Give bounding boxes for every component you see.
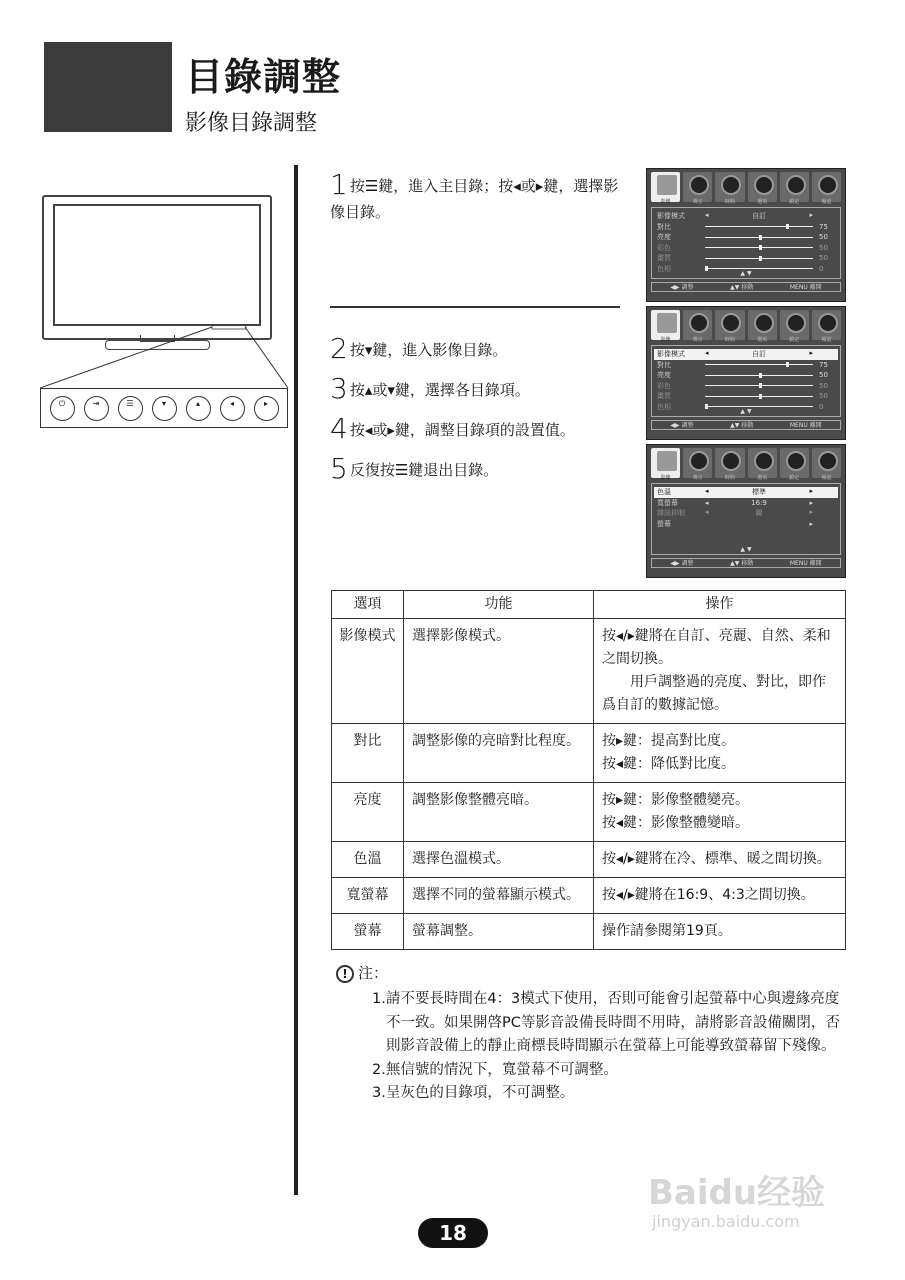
- osd-slider-thumb: [759, 235, 762, 240]
- left-arrow-icon: ◂: [705, 487, 709, 496]
- osd-tab-label: 時間: [724, 337, 735, 343]
- osd-option-value: 16:9: [751, 498, 767, 507]
- osd-footer-hint: MENU 離開: [789, 284, 822, 291]
- note-item: 3.呈灰色的目錄項，不可調整。: [372, 1085, 575, 1101]
- osd-footer-hint: ◀▶ 調整: [670, 560, 694, 567]
- function-cell: 選擇影像模式。: [404, 619, 594, 724]
- osd-option: [705, 487, 835, 497]
- tv-key-button: ☰: [118, 396, 143, 421]
- osd-footer-hint: MENU 離開: [789, 560, 822, 567]
- page-title: 目錄調整: [185, 55, 342, 99]
- note-heading: [336, 962, 388, 983]
- osd-row-label: 亮度: [657, 371, 671, 380]
- osd-row: [654, 243, 838, 254]
- operation-cell: 按◂/▸鍵將在16:9、4:3之間切換。: [594, 878, 846, 914]
- osd-footer: [651, 282, 841, 292]
- osd-tab-label: 影像: [660, 199, 671, 205]
- osd-tab-icon: [818, 313, 838, 333]
- right-arrow-icon: ▸: [809, 519, 813, 528]
- osd-tab: [715, 448, 744, 481]
- tv-key-button: ◂: [220, 396, 245, 421]
- osd-tab: [683, 310, 712, 343]
- operation-cell: 按◂/▸鍵將在冷、標準、暖之間切換。: [594, 842, 846, 878]
- osd-row-label: 對比: [657, 222, 671, 231]
- osd-tab-label: 選項: [757, 475, 768, 481]
- osd-row: [654, 487, 838, 498]
- osd-slider: [705, 237, 813, 238]
- osd-footer: [651, 558, 841, 568]
- osd-tab-icon: [657, 175, 677, 195]
- tv-key-button: ⏻: [50, 396, 75, 421]
- step-4: [330, 412, 622, 445]
- tv-key-button: ⇥: [84, 396, 109, 421]
- osd-tab: [715, 310, 744, 343]
- left-arrow-icon: ◂: [705, 211, 709, 220]
- col-header: 操作: [594, 591, 846, 619]
- osd-footer-hint: ▲▼ 移動: [730, 284, 754, 291]
- osd-tab-icon: [818, 175, 838, 195]
- osd-row: [654, 360, 838, 371]
- osd-slider-thumb: [759, 245, 762, 250]
- osd-tab-icon: [786, 451, 806, 471]
- osd-option-value: 關: [755, 509, 763, 518]
- osd-slider-value: 50: [819, 243, 828, 252]
- osd-tab: [715, 172, 744, 205]
- osd-option-value: 標準: [752, 488, 766, 497]
- osd-tab: [812, 448, 841, 481]
- col-header: 選項: [332, 591, 404, 619]
- step-number: 2: [330, 332, 348, 365]
- osd-option: [705, 211, 835, 221]
- osd-tab-bar: [647, 169, 845, 205]
- function-cell: 選擇色溫模式。: [404, 842, 594, 878]
- osd-slider-value: 50: [819, 371, 828, 380]
- osd-row: [654, 232, 838, 243]
- osd-tab-label: 影像: [660, 337, 671, 343]
- osd-tab: [748, 448, 777, 481]
- warning-icon: !: [336, 965, 354, 983]
- osd-slider-thumb: [786, 224, 789, 229]
- left-arrow-icon: ◂: [705, 349, 709, 358]
- osd-tab-label: 影像: [660, 475, 671, 481]
- osd-row-label: 影像模式: [657, 212, 685, 221]
- osd-row: [654, 519, 838, 530]
- osd-slider-thumb: [759, 373, 762, 378]
- osd-slider: [705, 226, 813, 227]
- osd-tab: [651, 448, 680, 481]
- step-text: 按☰鍵，進入主目錄；按◂或▸鍵，選擇影像目錄。: [330, 177, 619, 221]
- function-cell: 調整影像的亮暗對比程度。: [404, 724, 594, 783]
- step-2: [330, 332, 622, 365]
- col-header: 功能: [404, 591, 594, 619]
- osd-tab-icon: [689, 313, 709, 333]
- osd-tab-icon: [754, 313, 774, 333]
- osd-slider-value: 50: [819, 233, 828, 242]
- function-cell: 調整影像整體亮暗。: [404, 783, 594, 842]
- function-cell: 選擇不同的螢幕顯示模式。: [404, 878, 594, 914]
- osd-row-label: 影像模式: [657, 350, 685, 359]
- osd-footer: [651, 420, 841, 430]
- tv-screen: [53, 204, 261, 326]
- osd-tab: [812, 172, 841, 205]
- operation-cell: 按▸鍵：影像整體變亮。 按◂鍵：影像整體變暗。: [594, 783, 846, 842]
- osd-row-label: 雜訊抑制: [657, 509, 685, 518]
- osd-tab: [651, 172, 680, 205]
- note-title: 注：: [358, 964, 389, 982]
- osd-menu-body: [651, 483, 841, 555]
- osd-tab-icon: [689, 175, 709, 195]
- osd-tab-label: 鎖定: [789, 475, 800, 481]
- osd-tab-icon: [818, 451, 838, 471]
- osd-tab-icon: [657, 313, 677, 333]
- osd-row-label: 螢幕: [657, 519, 671, 528]
- right-arrow-icon: ▸: [809, 487, 813, 496]
- option-cell: 對比: [332, 724, 404, 783]
- step-3: [330, 372, 622, 405]
- osd-slider: [705, 385, 813, 386]
- option-cell: 螢幕: [332, 914, 404, 950]
- right-arrow-icon: ▸: [809, 508, 813, 517]
- step-text: 按▾鍵，進入影像目錄。: [349, 341, 508, 359]
- osd-slider-thumb: [759, 394, 762, 399]
- step-text: 按▴或▾鍵，選擇各目錄項。: [349, 381, 530, 399]
- osd-option-value: 自訂: [752, 350, 766, 359]
- osd-nav-arrows: ▲ ▼: [740, 546, 752, 553]
- osd-tab-label: 聲音: [692, 199, 703, 205]
- osd-footer-hint: ▲▼ 移動: [730, 560, 754, 567]
- osd-footer-hint: ▲▼ 移動: [730, 422, 754, 429]
- osd-tab: [748, 310, 777, 343]
- osd-tab-label: 鎖定: [789, 199, 800, 205]
- osd-row: [654, 381, 838, 392]
- right-arrow-icon: ▸: [809, 349, 813, 358]
- step-5: [330, 452, 622, 485]
- osd-option: [705, 499, 835, 507]
- osd-tab-label: 頻道: [821, 475, 832, 481]
- left-arrow-icon: ◂: [705, 508, 709, 517]
- osd-option: [705, 520, 835, 528]
- osd-row: [654, 370, 838, 381]
- osd-tab-bar: [647, 307, 845, 343]
- osd-tab: [780, 310, 809, 343]
- step-1: [330, 168, 622, 225]
- osd-row-label: 寬螢幕: [657, 498, 678, 507]
- osd-tab-icon: [786, 175, 806, 195]
- osd-slider-thumb: [759, 256, 762, 261]
- osd-row-label: 彩色: [657, 243, 671, 252]
- osd-row: [654, 508, 838, 519]
- note-item: 2.無信號的情況下，寬螢幕不可調整。: [372, 1061, 618, 1078]
- osd-slider-value: 0: [819, 264, 824, 273]
- osd-slider: [705, 258, 813, 259]
- operation-cell: 按▸鍵：提高對比度。 按◂鍵：降低對比度。: [594, 724, 846, 783]
- option-cell: 影像模式: [332, 619, 404, 724]
- osd-slider: [705, 364, 813, 365]
- osd-nav-arrows: ▲ ▼: [740, 408, 752, 415]
- osd-tab: [780, 172, 809, 205]
- osd-slider-value: 75: [819, 222, 828, 231]
- osd-tab: [683, 172, 712, 205]
- table-row: [332, 842, 846, 878]
- option-cell: 寬螢幕: [332, 878, 404, 914]
- tv-key-button: ▾: [152, 396, 177, 421]
- osd-menu-body: [651, 207, 841, 279]
- tv-key-button: ▴: [186, 396, 211, 421]
- osd-menu-screenshot: [646, 168, 846, 302]
- osd-tab-icon: [754, 175, 774, 195]
- table-row: [332, 914, 846, 950]
- osd-row: [654, 498, 838, 509]
- osd-tab-icon: [657, 451, 677, 471]
- step-text: 按◂或▸鍵，調整目錄項的設置值。: [349, 421, 575, 439]
- table-header-row: [332, 591, 846, 619]
- tv-button-panel: [40, 388, 288, 428]
- osd-row: [654, 253, 838, 264]
- osd-row-label: 亮度: [657, 233, 671, 242]
- step-text: 反復按☰鍵退出目錄。: [349, 461, 499, 479]
- osd-option: [705, 349, 835, 359]
- osd-tab-icon: [721, 313, 741, 333]
- osd-tab: [748, 172, 777, 205]
- osd-option-value: 自訂: [752, 212, 766, 221]
- right-arrow-icon: ▸: [809, 211, 813, 220]
- table-row: [332, 878, 846, 914]
- osd-menu-body: [651, 345, 841, 417]
- step-number: 1: [330, 168, 348, 201]
- step-number: 3: [330, 372, 348, 405]
- osd-row: [654, 211, 838, 222]
- osd-row-label: 色相: [657, 402, 671, 411]
- osd-tab-label: 聲音: [692, 475, 703, 481]
- osd-row-label: 色相: [657, 264, 671, 273]
- osd-footer-hint: ◀▶ 調整: [670, 422, 694, 429]
- osd-tab: [812, 310, 841, 343]
- option-cell: 亮度: [332, 783, 404, 842]
- osd-footer-hint: ◀▶ 調整: [670, 284, 694, 291]
- page-subtitle: 影像目錄調整: [185, 111, 318, 136]
- osd-tab-icon: [786, 313, 806, 333]
- tv-key-button: ▸: [254, 396, 279, 421]
- table-row: [332, 724, 846, 783]
- osd-tab-label: 鎖定: [789, 337, 800, 343]
- watermark-logo: Baidu经验: [648, 1173, 826, 1213]
- osd-row: [654, 391, 838, 402]
- osd-tab-label: 時間: [724, 475, 735, 481]
- osd-row-label: 畫質: [657, 392, 671, 401]
- note-list: [372, 988, 850, 1106]
- osd-tab-label: 選項: [757, 337, 768, 343]
- settings-table: [331, 590, 846, 950]
- osd-slider: [705, 396, 813, 397]
- right-arrow-icon: ▸: [809, 498, 813, 507]
- osd-tab-label: 聲音: [692, 337, 703, 343]
- divider: [294, 165, 298, 1195]
- function-cell: 螢幕調整。: [404, 914, 594, 950]
- left-arrow-icon: ◂: [705, 498, 709, 507]
- osd-tab-label: 頻道: [821, 337, 832, 343]
- osd-tab-label: 選項: [757, 199, 768, 205]
- operation-cell: 操作請參閱第19頁。: [594, 914, 846, 950]
- osd-option: [705, 508, 835, 518]
- option-cell: 色溫: [332, 842, 404, 878]
- osd-slider-thumb: [786, 362, 789, 367]
- osd-slider-value: 75: [819, 360, 828, 369]
- osd-footer-hint: MENU 離開: [789, 422, 822, 429]
- osd-tab-icon: [689, 451, 709, 471]
- osd-row: [654, 349, 838, 360]
- osd-tab: [683, 448, 712, 481]
- osd-tab-icon: [721, 451, 741, 471]
- step-divider: [330, 306, 620, 308]
- osd-slider-value: 0: [819, 402, 824, 411]
- osd-tab-icon: [754, 451, 774, 471]
- osd-slider-thumb: [759, 383, 762, 388]
- osd-slider: [705, 375, 813, 376]
- step-number: 4: [330, 412, 348, 445]
- osd-nav-arrows: ▲ ▼: [740, 270, 752, 277]
- osd-row-label: 色溫: [657, 488, 671, 497]
- osd-tab-icon: [721, 175, 741, 195]
- page-number: 18: [418, 1218, 488, 1248]
- osd-row-label: 對比: [657, 360, 671, 369]
- osd-tab-label: 時間: [724, 199, 735, 205]
- operation-cell: 按◂/▸鍵將在自訂、亮麗、自然、柔和之間切換。 用戶調整過的亮度、對比，即作爲自訂的數據記憶。: [594, 619, 846, 724]
- callout-lines: [40, 325, 290, 390]
- osd-slider-value: 50: [819, 254, 828, 263]
- note-item: 1.請不要長時間在4：3模式下使用，否則可能會引起螢幕中心與邊緣亮度不一致。如果開啓PC等影音設備長時間不用時，請將影音設備關閉，否則影音設備上的靜止商標長時間顯示在螢幕上可能導致螢幕留下殘像。: [372, 991, 840, 1054]
- osd-row-label: 彩色: [657, 381, 671, 390]
- osd-slider-value: 50: [819, 381, 828, 390]
- osd-row: [654, 222, 838, 233]
- osd-slider-value: 50: [819, 392, 828, 401]
- osd-tab: [780, 448, 809, 481]
- tv-illustration: [42, 195, 272, 340]
- osd-slider: [705, 247, 813, 248]
- osd-menu-screenshot: [646, 306, 846, 440]
- step-number: 5: [330, 452, 348, 485]
- table-row: [332, 783, 846, 842]
- osd-tab-bar: [647, 445, 845, 481]
- header-block: [44, 42, 172, 132]
- watermark-url: jingyan.baidu.com: [652, 1212, 800, 1231]
- table-row: [332, 619, 846, 724]
- osd-row-label: 畫質: [657, 254, 671, 263]
- osd-tab-label: 頻道: [821, 199, 832, 205]
- osd-menu-screenshot: [646, 444, 846, 578]
- osd-tab: [651, 310, 680, 343]
